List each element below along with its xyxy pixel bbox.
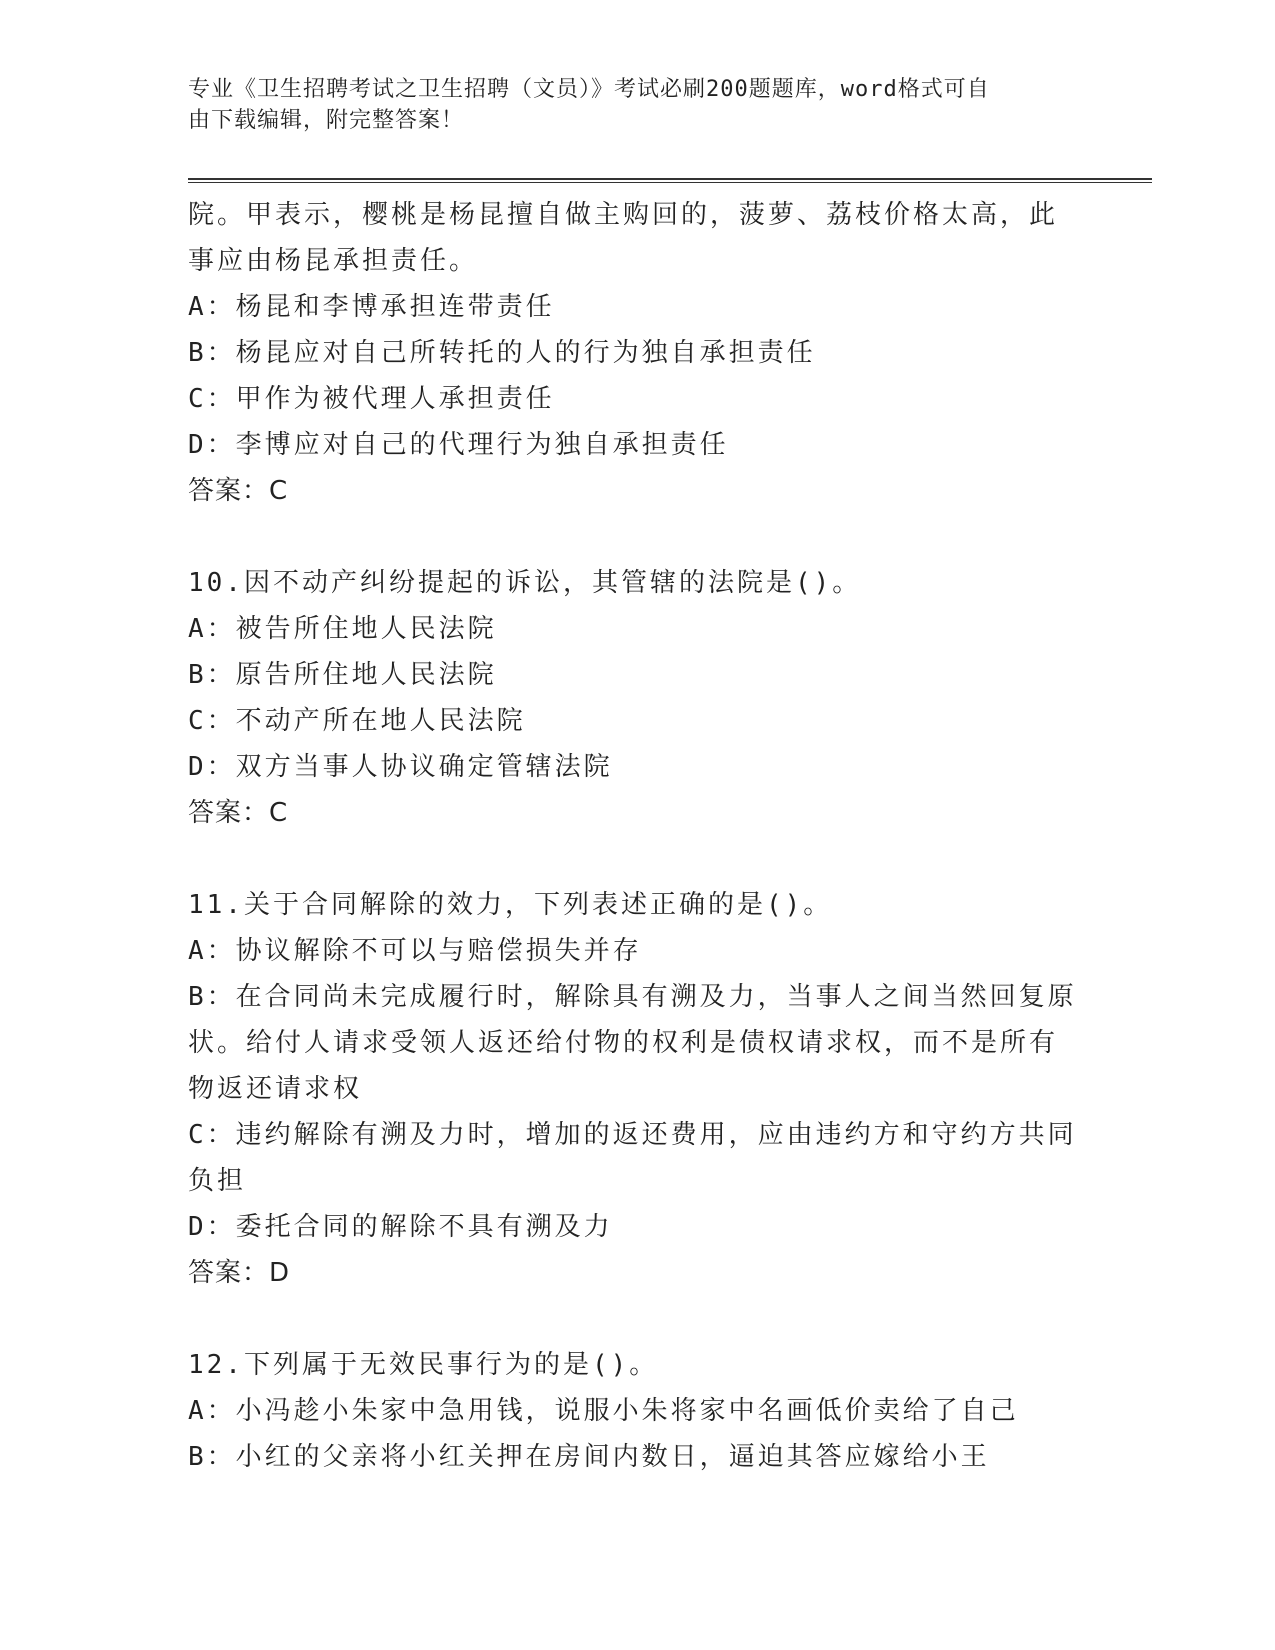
spacer [188,1296,1078,1342]
option-c-line: 负担 [188,1166,247,1196]
question-11 [188,882,1078,1296]
option-d: D：委托合同的解除不具有溯及力 [188,1212,613,1242]
answer-label: 答案：C [188,798,289,828]
question-12 [188,1342,1078,1480]
option-c-line: C：违约解除有溯及力时，增加的返还费用，应由违约方和守约方共同 [188,1120,1077,1150]
option-b: B：小红的父亲将小红关押在房间内数日，逼迫其答应嫁给小王 [188,1442,990,1472]
option-b: B：杨昆应对自己所转托的人的行为独自承担责任 [188,338,816,368]
option-a: A：杨昆和李博承担连带责任 [188,292,555,322]
answer-label: 答案：C [188,476,289,506]
option-a: A：协议解除不可以与赔偿损失并存 [188,936,642,966]
header-title-line-1: 专业《卫生招聘考试之卫生招聘（文员）》考试必刷200题题库，word格式可自 [188,77,990,102]
spacer [188,514,1078,560]
question-content [188,192,1078,1480]
option-b: B：原告所住地人民法院 [188,660,497,690]
answer-label: 答案：D [188,1258,291,1288]
question-10 [188,560,1078,836]
question-stem: 12.下列属于无效民事行为的是()。 [188,1350,659,1380]
question-stem: 11.关于合同解除的效力，下列表述正确的是()。 [188,890,833,920]
option-a: A：被告所住地人民法院 [188,614,497,644]
question-stem-line: 事应由杨昆承担责任。 [188,246,479,276]
question-9-continuation [188,192,1078,514]
header-title-line-2: 由下载编辑，附完整答案！ [188,108,465,133]
question-stem: 10.因不动产纠纷提起的诉讼，其管辖的法院是()。 [188,568,862,598]
spacer [188,836,1078,882]
option-b-line: B：在合同尚未完成履行时，解除具有溯及力，当事人之间当然回复原 [188,982,1077,1012]
option-c: C：不动产所在地人民法院 [188,706,526,736]
option-d: D：李博应对自己的代理行为独自承担责任 [188,430,729,460]
option-b-line: 状。给付人请求受领人返还给付物的权利是债权请求权，而不是所有 [188,1028,1059,1058]
header-divider [188,178,1152,183]
option-c: C：甲作为被代理人承担责任 [188,384,555,414]
option-d: D：双方当事人协议确定管辖法院 [188,752,613,782]
question-stem-line: 院。甲表示，樱桃是杨昆擅自做主购回的，菠萝、荔枝价格太高，此 [188,200,1059,230]
option-a: A：小冯趁小朱家中急用钱，说服小朱将家中名画低价卖给了自己 [188,1396,1019,1426]
document-header [188,74,1068,136]
option-b-line: 物返还请求权 [188,1074,363,1104]
